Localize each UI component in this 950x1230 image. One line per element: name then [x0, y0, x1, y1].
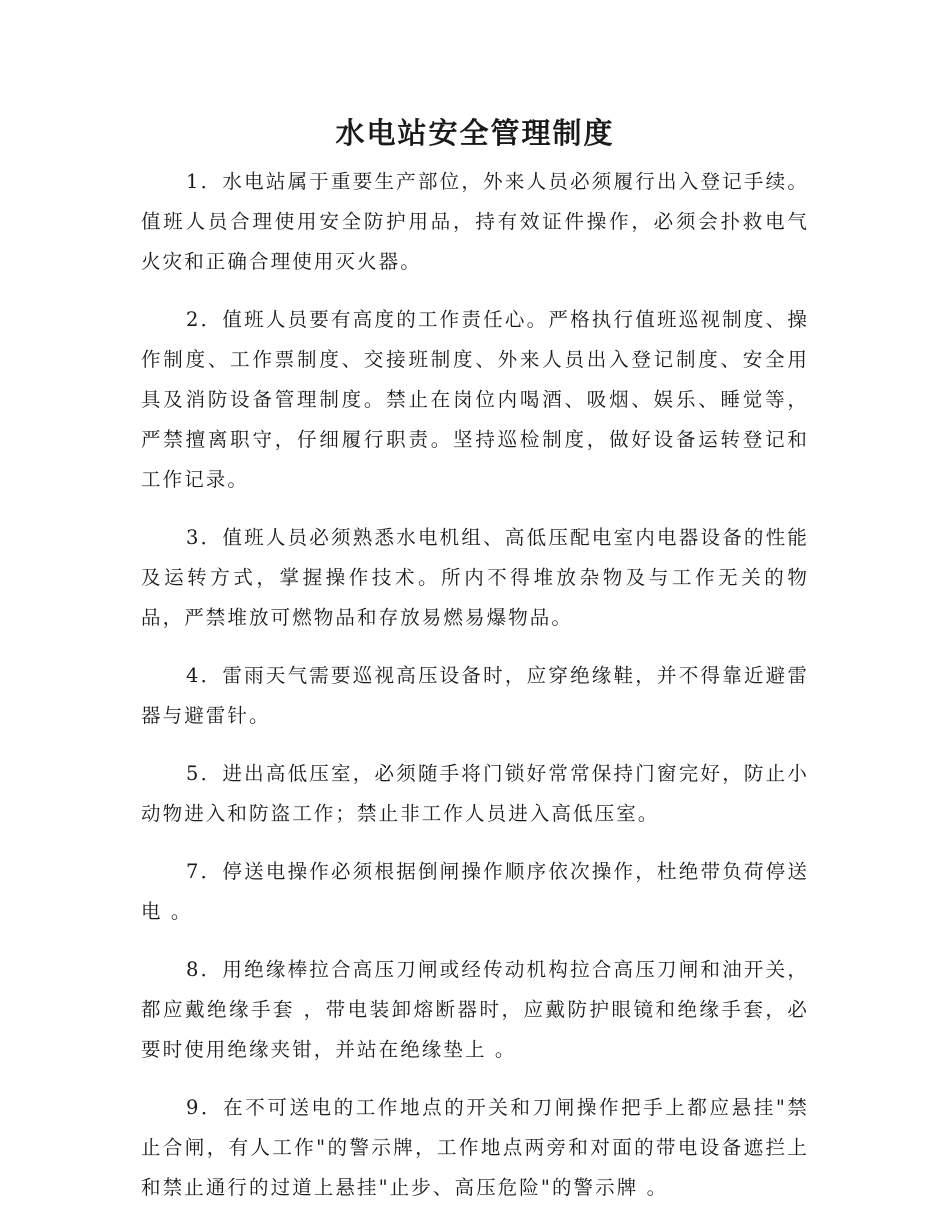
paragraph-4: 4．雷雨天气需要巡视高压设备时，应穿绝缘鞋，并不得靠近避雷器与避雷针。	[141, 664, 809, 727]
paragraph-9: 9．在不可送电的工作地点的开关和刀闸操作把手上都应悬挂"禁止合闸，有人工作"的警示牌，工作地点两旁和对面的带电设备遮拦上和禁止通行的过道上悬挂"止步、高压危险"的警示牌 。	[141, 1096, 809, 1199]
paragraph-5: 5．进出高低压室，必须随手将门锁好常常保持门窗完好，防止小动物进入和防盗工作；禁止非工作人员进入高低压室。	[141, 762, 809, 825]
paragraph-1: 1．水电站属于重要生产部位，外来人员必须履行出入登记手续。值班人员合理使用安全防护用品，持有效证件操作，必须会扑救电气火灾和正确合理使用灭火器。	[141, 170, 809, 273]
document-body	[141, 162, 809, 1226]
document-title: 水电站安全管理制度	[335, 116, 615, 150]
paragraph-3: 3．值班人员必须熟悉水电机组、高低压配电室内电器设备的性能及运转方式，掌握操作技术。所内不得堆放杂物及与工作无关的物品，严禁堆放可燃物品和存放易燃易爆物品。	[141, 526, 809, 629]
paragraph-2: 2．值班人员要有高度的工作责任心。严格执行值班巡视制度、操作制度、工作票制度、交接班制度、外来人员出入登记制度、安全用具及消防设备管理制度。禁止在岗位内喝酒、吸烟、娱乐、睡觉等，严禁擅离职守，仔细履行职责。坚持巡检制度，做好设备运转登记和工作记录。	[141, 308, 809, 491]
paragraph-8: 8．用绝缘棒拉合高压刀闸或经传动机构拉合高压刀闸和油开关，都应戴绝缘手套 ，带电装卸熔断器时，应戴防护眼镜和绝缘手套，必要时使用绝缘夹钳，并站在绝缘垫上 。	[141, 958, 809, 1061]
paragraph-7: 7．停送电操作必须根据倒闸操作顺序依次操作，杜绝带负荷停送电 。	[141, 860, 809, 923]
